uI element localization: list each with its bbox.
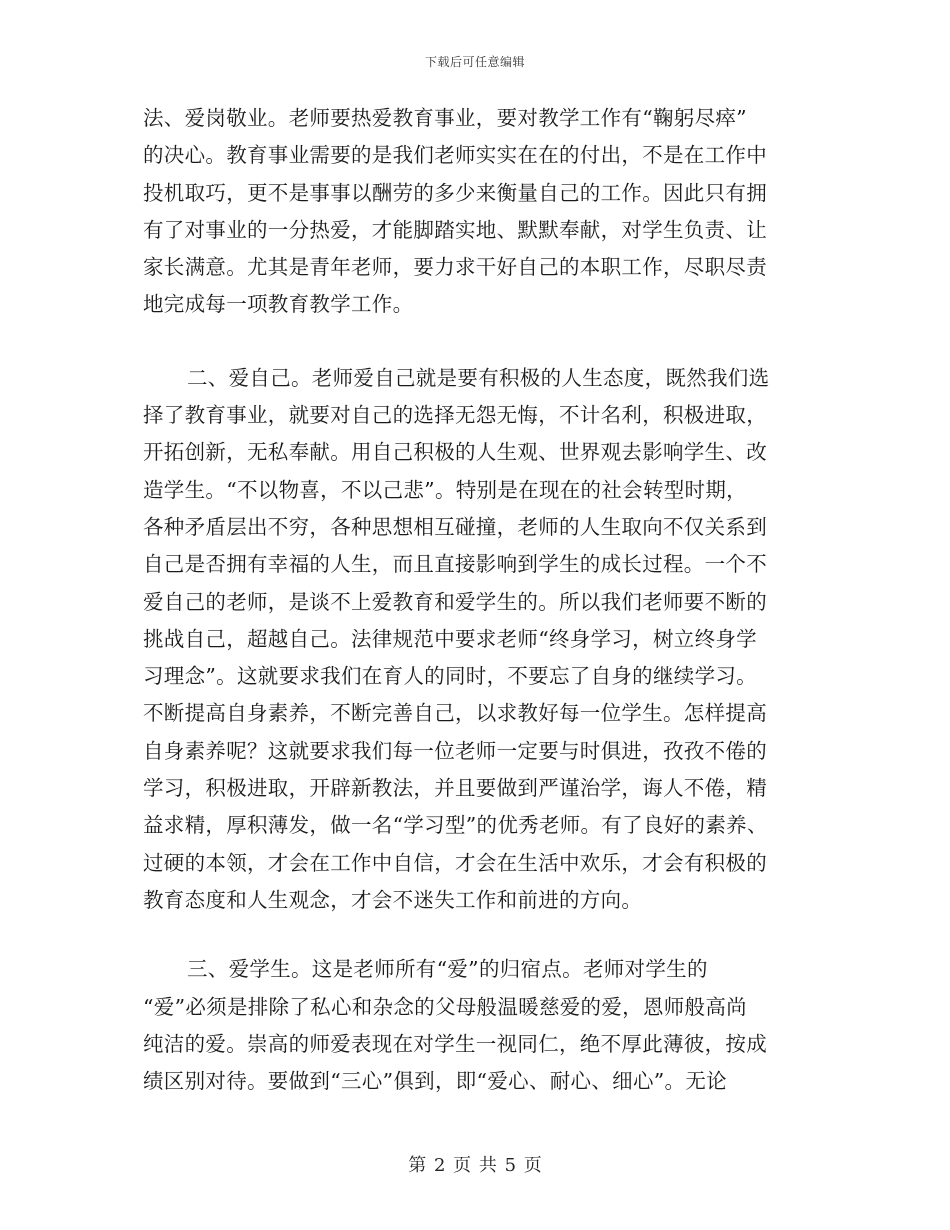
text-line: 学习，积极进取，开辟新教法，并且要做到严谨治学，诲人不倦，精 xyxy=(143,776,767,801)
text-line: 益求精，厚积薄发，做一名“学习型”的优秀老师。有了良好的素养、 xyxy=(143,813,768,838)
text-line: 家长满意。尤其是青年老师，要力求干好自己的本职工作，尽职尽责 xyxy=(143,255,767,280)
text-line: 挑战自己，超越自己。法律规范中要求老师“终身学习，树立终身学 xyxy=(143,626,757,651)
text-line: 择了教育事业，就要对自己的选择无怨无悔，不计名利，积极进取， xyxy=(143,403,767,428)
text-line: 习理念”。这就要求我们在育人的同时，不要忘了自身的继续学习。 xyxy=(143,664,757,689)
text-line: “爱”必须是排除了私心和杂念的父母般温暖慈爱的爱，恩师般高尚 xyxy=(143,994,747,1019)
text-line: 过硬的本领，才会在工作中自信，才会在生活中欢乐，才会有积极的 xyxy=(143,850,767,875)
text-line: 爱自己的老师，是谈不上爱教育和爱学生的。所以我们老师要不断的 xyxy=(143,589,767,614)
text-line: 不断提高自身素养，不断完善自己，以求教好每一位学生。怎样提高 xyxy=(143,701,767,726)
page-header: 下载后可任意编辑 xyxy=(424,55,525,69)
text-line: 开拓创新，无私奉献。用自己积极的人生观、世界观去影响学生、改 xyxy=(143,440,767,465)
text-line: 地完成每一项教育教学工作。 xyxy=(143,292,414,317)
paragraph-3 xyxy=(143,951,823,1100)
text-line: 二、爱自己。老师爱自己就是要有积极的人生态度，既然我们选 xyxy=(187,365,770,390)
text-line: 自己是否拥有幸福的人生，而且直接影响到学生的成长过程。一个不 xyxy=(143,552,767,577)
paragraph-1 xyxy=(143,100,823,324)
text-line: 教育态度和人生观念，才会不迷失工作和前进的方向。 xyxy=(143,887,643,912)
text-line: 三、爱学生。这是老师所有“爱”的归宿点。老师对学生的 xyxy=(187,957,708,982)
text-line: 纯洁的爱。崇高的师爱表现在对学生一视同仁，绝不厚此薄彼，按成 xyxy=(143,1031,767,1056)
text-line: 绩区别对待。要做到“三心”俱到，即“爱心、耐心、细心”。无论 xyxy=(143,1069,727,1094)
text-line: 造学生。“不以物喜，不以己悲”。特别是在现在的社会转型时期， xyxy=(143,477,747,502)
text-line: 各种矛盾层出不穷，各种思想相互碰撞，老师的人生取向不仅关系到 xyxy=(143,514,767,539)
page-number-footer: 第 2 页 共 5 页 xyxy=(408,1155,542,1176)
text-line: 法、爱岗敬业。老师要热爱教育事业，要对教学工作有“鞠躬尽瘁” xyxy=(143,106,747,130)
text-line: 有了对事业的一分热爱，才能脚踏实地、默默奉献，对学生负责、让 xyxy=(143,217,767,242)
paragraph-spacer xyxy=(143,324,823,360)
body-text xyxy=(143,100,823,1100)
paragraph-2 xyxy=(143,360,823,919)
paragraph-spacer xyxy=(143,919,823,951)
text-line: 的决心。教育事业需要的是我们老师实实在在的付出，不是在工作中 xyxy=(143,143,767,168)
text-line: 投机取巧，更不是事事以酬劳的多少来衡量自己的工作。因此只有拥 xyxy=(143,180,767,205)
text-line: 自身素养呢？这就要求我们每一位老师一定要与时俱进，孜孜不倦的 xyxy=(143,738,767,763)
